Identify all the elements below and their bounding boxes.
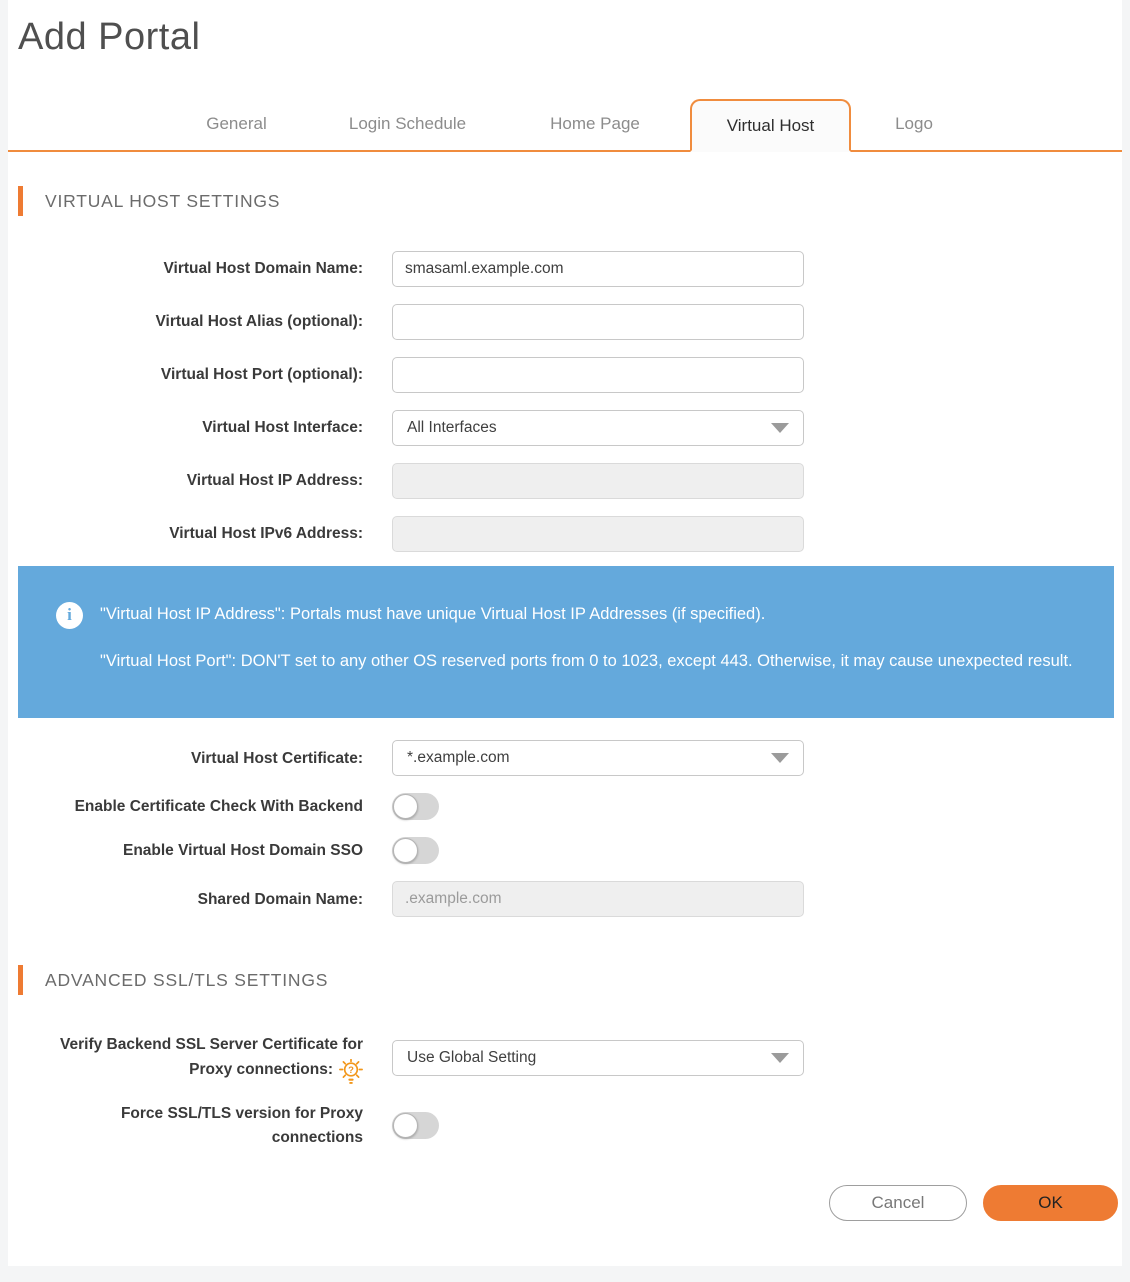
- hint-bulb-icon[interactable]: [339, 1059, 363, 1085]
- verify-backend-cert-selected-value: Use Global Setting: [407, 1048, 537, 1066]
- verify-backend-cert-select[interactable]: [392, 1040, 804, 1076]
- domain-name-label: Virtual Host Domain Name:: [163, 260, 363, 278]
- form-row: [8, 251, 1122, 287]
- ipv6-address-label: Virtual Host IPv6 Address:: [169, 525, 363, 543]
- shared-domain-input: [392, 881, 804, 917]
- section-accent-bar: [18, 186, 23, 216]
- port-input[interactable]: [392, 357, 804, 393]
- form-row: [8, 1102, 1122, 1149]
- form-row: [8, 410, 1122, 446]
- ip-address-label: Virtual Host IP Address:: [186, 472, 363, 490]
- verify-backend-cert-label: [8, 1033, 363, 1082]
- cancel-button[interactable]: Cancel: [829, 1185, 967, 1221]
- form-row: [8, 516, 1122, 552]
- toggle-knob: [393, 838, 418, 863]
- section-accent-bar: [18, 965, 23, 995]
- ok-button[interactable]: OK: [983, 1185, 1118, 1221]
- force-ssl-version-label-line1: Force SSL/TLS version for Proxy: [120, 1105, 363, 1123]
- add-portal-dialog: [8, 0, 1122, 1266]
- shared-domain-label: Shared Domain Name:: [197, 890, 363, 908]
- chevron-down-icon: [771, 423, 789, 433]
- tab-bar: [8, 97, 1122, 152]
- toggle-knob: [393, 1113, 418, 1138]
- force-ssl-version-toggle[interactable]: [392, 1112, 439, 1139]
- tab-home-page[interactable]: Home Page: [550, 113, 640, 133]
- hint-question-glyph: ?: [348, 1065, 354, 1077]
- virtual-host-settings-header: [18, 186, 1122, 216]
- interface-select[interactable]: [392, 410, 804, 446]
- tab-logo[interactable]: Logo: [895, 113, 933, 133]
- tab-virtual-host[interactable]: Virtual Host: [690, 99, 851, 152]
- info-icon: i: [56, 602, 83, 629]
- form-row: [8, 740, 1122, 776]
- chevron-down-icon: [771, 1053, 789, 1063]
- advanced-ssl-settings-header: [18, 965, 1122, 995]
- info-banner-line2: "Virtual Host Port": DON'T set to any other OS reserved ports from 0 to 1023, except 443. Otherwise, it may cause unexpected result.: [100, 651, 1073, 670]
- domain-sso-label: Enable Virtual Host Domain SSO: [122, 842, 363, 859]
- cert-check-backend-label: Enable Certificate Check With Backend: [74, 798, 363, 815]
- alias-input[interactable]: [392, 304, 804, 340]
- form-row: [8, 463, 1122, 499]
- ipv6-address-input: [392, 516, 804, 552]
- verify-backend-cert-label-line1: Verify Backend SSL Server Certificate for: [60, 1036, 363, 1054]
- section-title: ADVANCED SSL/TLS SETTINGS: [45, 969, 329, 990]
- form-row: [8, 1033, 1122, 1082]
- certificate-selected-value: *.example.com: [407, 749, 510, 767]
- form-row: [8, 304, 1122, 340]
- page-title: Add Portal: [18, 16, 201, 58]
- interface-label: Virtual Host Interface:: [202, 419, 363, 437]
- form-row: [8, 357, 1122, 393]
- form-row: [8, 793, 1122, 820]
- toggle-knob: [393, 794, 418, 819]
- section-title: VIRTUAL HOST SETTINGS: [45, 190, 281, 211]
- port-label: Virtual Host Port (optional):: [160, 366, 363, 384]
- form-row: [8, 881, 1122, 917]
- dialog-footer: [8, 1185, 1118, 1221]
- verify-backend-cert-label-line2: Proxy connections:: [189, 1060, 333, 1078]
- form-row: [8, 837, 1122, 864]
- force-ssl-version-label-line2: connections: [271, 1128, 363, 1146]
- certificate-label: Virtual Host Certificate:: [191, 749, 363, 767]
- tab-general[interactable]: General: [206, 113, 267, 133]
- info-banner-line1: "Virtual Host IP Address": Portals must have unique Virtual Host IP Addresses (if specified).: [100, 605, 766, 623]
- interface-selected-value: All Interfaces: [407, 419, 497, 436]
- domain-sso-toggle[interactable]: [392, 837, 439, 864]
- info-banner: [18, 566, 1114, 718]
- force-ssl-version-label: [8, 1102, 363, 1149]
- ip-address-input: [392, 463, 804, 499]
- tab-login-schedule[interactable]: Login Schedule: [348, 113, 467, 133]
- certificate-select[interactable]: [392, 740, 804, 776]
- chevron-down-icon: [771, 753, 789, 763]
- alias-label: Virtual Host Alias (optional):: [155, 313, 363, 331]
- cert-check-backend-toggle[interactable]: [392, 793, 439, 820]
- domain-name-input[interactable]: [392, 251, 804, 287]
